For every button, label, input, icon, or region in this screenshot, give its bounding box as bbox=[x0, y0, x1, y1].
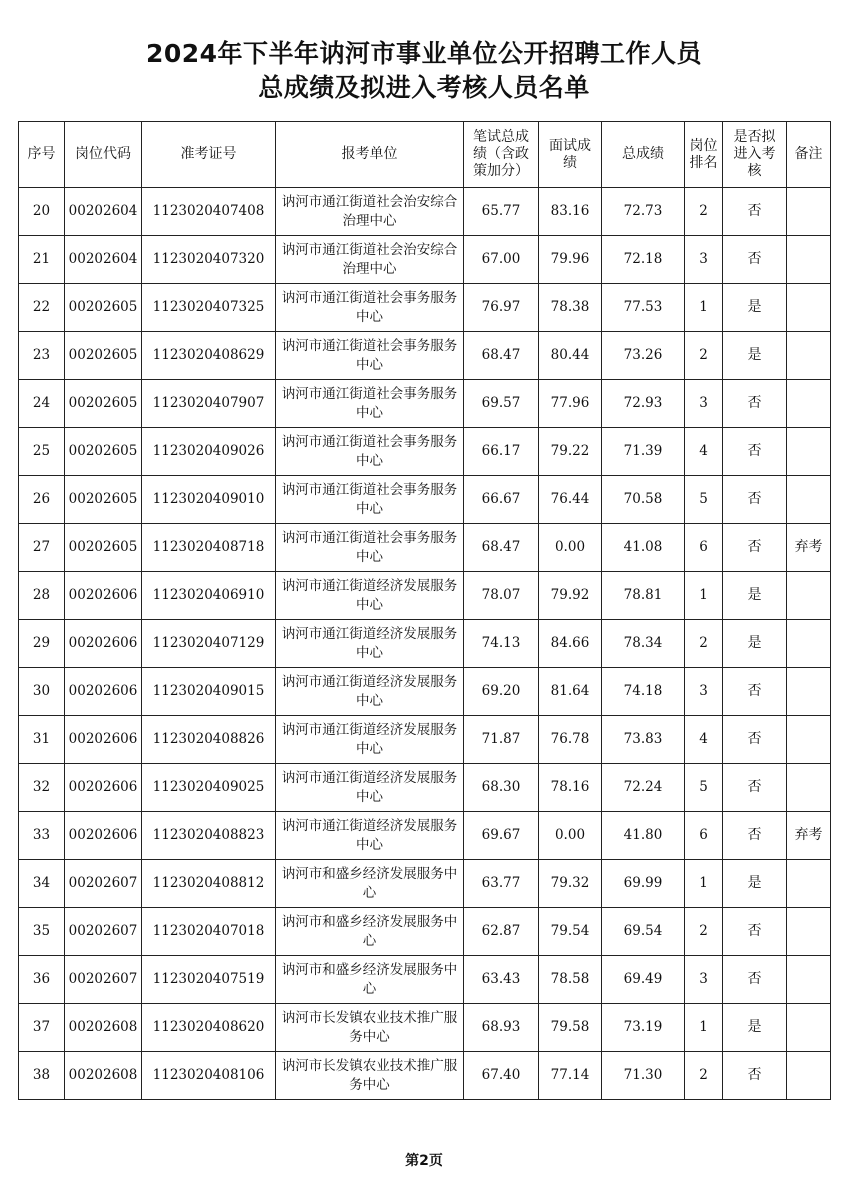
table-row bbox=[19, 1004, 831, 1052]
remark-cell bbox=[787, 380, 831, 428]
interview-score-cell: 80.44 bbox=[539, 332, 602, 380]
total-score-cell: 72.24 bbox=[602, 764, 685, 812]
unit-cell: 讷河市通江街道社会事务服务中心 bbox=[276, 332, 464, 380]
seq-cell: 37 bbox=[19, 1004, 65, 1052]
post-code-cell: 00202605 bbox=[65, 476, 142, 524]
ticket-number-cell: 1123020409015 bbox=[142, 668, 276, 716]
post-code-cell: 00202604 bbox=[65, 188, 142, 236]
interview-score-cell: 79.92 bbox=[539, 572, 602, 620]
ticket-number-cell: 1123020407519 bbox=[142, 956, 276, 1004]
page-number: 第2页 bbox=[405, 1153, 443, 1169]
remark-cell bbox=[787, 428, 831, 476]
exam-check-cell: 否 bbox=[723, 1052, 787, 1100]
written-score-cell: 71.87 bbox=[464, 716, 539, 764]
ticket-number-cell: 1123020407129 bbox=[142, 620, 276, 668]
document-title-line2: 总成绩及拟进入考核人员名单 bbox=[258, 73, 590, 102]
results-table bbox=[18, 121, 831, 1100]
table-row bbox=[19, 716, 831, 764]
interview-score-cell: 78.58 bbox=[539, 956, 602, 1004]
exam-check-cell: 否 bbox=[723, 380, 787, 428]
table-row bbox=[19, 380, 831, 428]
seq-cell: 20 bbox=[19, 188, 65, 236]
table-row bbox=[19, 812, 831, 860]
ticket-number-cell: 1123020408106 bbox=[142, 1052, 276, 1100]
post-code-cell: 00202606 bbox=[65, 716, 142, 764]
exam-check-cell: 否 bbox=[723, 524, 787, 572]
unit-cell: 讷河市和盛乡经济发展服务中心 bbox=[276, 908, 464, 956]
total-score-cell: 69.54 bbox=[602, 908, 685, 956]
rank-cell: 3 bbox=[685, 380, 723, 428]
interview-score-cell: 79.96 bbox=[539, 236, 602, 284]
exam-check-cell: 否 bbox=[723, 428, 787, 476]
exam-check-cell: 否 bbox=[723, 908, 787, 956]
remark-cell: 弃考 bbox=[787, 524, 831, 572]
ticket-number-cell: 1123020407018 bbox=[142, 908, 276, 956]
table-row bbox=[19, 764, 831, 812]
written-score-cell: 63.77 bbox=[464, 860, 539, 908]
exam-check-cell: 是 bbox=[723, 620, 787, 668]
rank-cell: 1 bbox=[685, 860, 723, 908]
post-code-cell: 00202606 bbox=[65, 572, 142, 620]
interview-score-cell: 77.14 bbox=[539, 1052, 602, 1100]
remark-cell bbox=[787, 764, 831, 812]
post-code-cell: 00202607 bbox=[65, 956, 142, 1004]
interview-score-cell: 77.96 bbox=[539, 380, 602, 428]
ticket-number-cell: 1123020409010 bbox=[142, 476, 276, 524]
post-code-cell: 00202608 bbox=[65, 1004, 142, 1052]
table-row bbox=[19, 1052, 831, 1100]
unit-cell: 讷河市通江街道经济发展服务中心 bbox=[276, 668, 464, 716]
table-row bbox=[19, 572, 831, 620]
post-code-cell: 00202608 bbox=[65, 1052, 142, 1100]
written-score-cell: 68.93 bbox=[464, 1004, 539, 1052]
remark-cell bbox=[787, 332, 831, 380]
seq-cell: 38 bbox=[19, 1052, 65, 1100]
interview-score-cell: 76.44 bbox=[539, 476, 602, 524]
rank-cell: 1 bbox=[685, 1004, 723, 1052]
written-score-cell: 74.13 bbox=[464, 620, 539, 668]
written-score-cell: 63.43 bbox=[464, 956, 539, 1004]
post-code-cell: 00202605 bbox=[65, 524, 142, 572]
interview-score-cell: 78.38 bbox=[539, 284, 602, 332]
post-code-cell: 00202606 bbox=[65, 812, 142, 860]
rank-cell: 1 bbox=[685, 284, 723, 332]
total-score-cell: 72.93 bbox=[602, 380, 685, 428]
interview-score-cell: 84.66 bbox=[539, 620, 602, 668]
written-score-cell: 66.17 bbox=[464, 428, 539, 476]
seq-cell: 24 bbox=[19, 380, 65, 428]
exam-check-cell: 否 bbox=[723, 476, 787, 524]
rank-cell: 3 bbox=[685, 668, 723, 716]
post-code-cell: 00202606 bbox=[65, 668, 142, 716]
remark-cell bbox=[787, 236, 831, 284]
rank-cell: 6 bbox=[685, 812, 723, 860]
rank-cell: 2 bbox=[685, 332, 723, 380]
rank-cell: 2 bbox=[685, 1052, 723, 1100]
written-score-cell: 66.67 bbox=[464, 476, 539, 524]
seq-cell: 33 bbox=[19, 812, 65, 860]
seq-cell: 30 bbox=[19, 668, 65, 716]
total-score-cell: 73.19 bbox=[602, 1004, 685, 1052]
written-score-cell: 62.87 bbox=[464, 908, 539, 956]
ticket-number-cell: 1123020408812 bbox=[142, 860, 276, 908]
written-score-cell: 78.07 bbox=[464, 572, 539, 620]
seq-cell: 25 bbox=[19, 428, 65, 476]
table-row bbox=[19, 428, 831, 476]
unit-cell: 讷河市通江街道社会治安综合治理中心 bbox=[276, 188, 464, 236]
interview-score-cell: 0.00 bbox=[539, 524, 602, 572]
interview-score-cell: 79.22 bbox=[539, 428, 602, 476]
unit-cell: 讷河市通江街道经济发展服务中心 bbox=[276, 764, 464, 812]
unit-cell: 讷河市通江街道社会事务服务中心 bbox=[276, 524, 464, 572]
remark-cell bbox=[787, 188, 831, 236]
total-score-cell: 41.80 bbox=[602, 812, 685, 860]
rank-cell: 6 bbox=[685, 524, 723, 572]
seq-cell: 34 bbox=[19, 860, 65, 908]
exam-check-cell: 是 bbox=[723, 860, 787, 908]
exam-check-cell: 是 bbox=[723, 332, 787, 380]
seq-cell: 23 bbox=[19, 332, 65, 380]
total-score-cell: 73.83 bbox=[602, 716, 685, 764]
ticket-number-cell: 1123020408718 bbox=[142, 524, 276, 572]
exam-check-cell: 否 bbox=[723, 716, 787, 764]
table-row bbox=[19, 908, 831, 956]
unit-cell: 讷河市通江街道社会事务服务中心 bbox=[276, 476, 464, 524]
interview-score-cell: 79.54 bbox=[539, 908, 602, 956]
header-cell: 是否拟进入考核 bbox=[723, 122, 787, 188]
written-score-cell: 69.57 bbox=[464, 380, 539, 428]
total-score-cell: 71.39 bbox=[602, 428, 685, 476]
written-score-cell: 68.47 bbox=[464, 332, 539, 380]
written-score-cell: 68.30 bbox=[464, 764, 539, 812]
total-score-cell: 41.08 bbox=[602, 524, 685, 572]
interview-score-cell: 76.78 bbox=[539, 716, 602, 764]
post-code-cell: 00202607 bbox=[65, 860, 142, 908]
exam-check-cell: 否 bbox=[723, 668, 787, 716]
remark-cell bbox=[787, 716, 831, 764]
header-cell: 笔试总成绩（含政策加分） bbox=[464, 122, 539, 188]
table-row bbox=[19, 524, 831, 572]
rank-cell: 4 bbox=[685, 428, 723, 476]
post-code-cell: 00202607 bbox=[65, 908, 142, 956]
ticket-number-cell: 1123020408823 bbox=[142, 812, 276, 860]
rank-cell: 2 bbox=[685, 908, 723, 956]
table-row bbox=[19, 956, 831, 1004]
written-score-cell: 69.67 bbox=[464, 812, 539, 860]
seq-cell: 35 bbox=[19, 908, 65, 956]
ticket-number-cell: 1123020409025 bbox=[142, 764, 276, 812]
table-row bbox=[19, 236, 831, 284]
total-score-cell: 74.18 bbox=[602, 668, 685, 716]
total-score-cell: 71.30 bbox=[602, 1052, 685, 1100]
exam-check-cell: 是 bbox=[723, 1004, 787, 1052]
unit-cell: 讷河市和盛乡经济发展服务中心 bbox=[276, 956, 464, 1004]
header-cell: 岗位代码 bbox=[65, 122, 142, 188]
unit-cell: 讷河市通江街道经济发展服务中心 bbox=[276, 812, 464, 860]
seq-cell: 29 bbox=[19, 620, 65, 668]
ticket-number-cell: 1123020406910 bbox=[142, 572, 276, 620]
unit-cell: 讷河市长发镇农业技术推广服务中心 bbox=[276, 1052, 464, 1100]
header-cell: 面试成绩 bbox=[539, 122, 602, 188]
table-row bbox=[19, 620, 831, 668]
table-row bbox=[19, 188, 831, 236]
remark-cell bbox=[787, 1052, 831, 1100]
table-row bbox=[19, 860, 831, 908]
exam-check-cell: 否 bbox=[723, 812, 787, 860]
ticket-number-cell: 1123020409026 bbox=[142, 428, 276, 476]
written-score-cell: 67.00 bbox=[464, 236, 539, 284]
total-score-cell: 72.73 bbox=[602, 188, 685, 236]
table-body bbox=[19, 188, 831, 1100]
table-row bbox=[19, 476, 831, 524]
interview-score-cell: 81.64 bbox=[539, 668, 602, 716]
table-row bbox=[19, 284, 831, 332]
written-score-cell: 69.20 bbox=[464, 668, 539, 716]
interview-score-cell: 79.58 bbox=[539, 1004, 602, 1052]
seq-cell: 26 bbox=[19, 476, 65, 524]
post-code-cell: 00202605 bbox=[65, 284, 142, 332]
written-score-cell: 65.77 bbox=[464, 188, 539, 236]
header-cell: 备注 bbox=[787, 122, 831, 188]
exam-check-cell: 否 bbox=[723, 764, 787, 812]
post-code-cell: 00202605 bbox=[65, 380, 142, 428]
ticket-number-cell: 1123020408629 bbox=[142, 332, 276, 380]
exam-check-cell: 是 bbox=[723, 572, 787, 620]
unit-cell: 讷河市通江街道经济发展服务中心 bbox=[276, 572, 464, 620]
exam-check-cell: 否 bbox=[723, 188, 787, 236]
seq-cell: 22 bbox=[19, 284, 65, 332]
written-score-cell: 68.47 bbox=[464, 524, 539, 572]
remark-cell bbox=[787, 1004, 831, 1052]
post-code-cell: 00202605 bbox=[65, 332, 142, 380]
total-score-cell: 69.49 bbox=[602, 956, 685, 1004]
header-cell: 总成绩 bbox=[602, 122, 685, 188]
rank-cell: 1 bbox=[685, 572, 723, 620]
seq-cell: 28 bbox=[19, 572, 65, 620]
remark-cell bbox=[787, 284, 831, 332]
unit-cell: 讷河市通江街道社会事务服务中心 bbox=[276, 380, 464, 428]
table-row bbox=[19, 332, 831, 380]
total-score-cell: 78.34 bbox=[602, 620, 685, 668]
rank-cell: 5 bbox=[685, 476, 723, 524]
rank-cell: 2 bbox=[685, 188, 723, 236]
remark-cell: 弃考 bbox=[787, 812, 831, 860]
remark-cell bbox=[787, 620, 831, 668]
written-score-cell: 76.97 bbox=[464, 284, 539, 332]
seq-cell: 31 bbox=[19, 716, 65, 764]
total-score-cell: 77.53 bbox=[602, 284, 685, 332]
exam-check-cell: 否 bbox=[723, 956, 787, 1004]
unit-cell: 讷河市长发镇农业技术推广服务中心 bbox=[276, 1004, 464, 1052]
ticket-number-cell: 1123020408620 bbox=[142, 1004, 276, 1052]
table-header-row bbox=[19, 122, 831, 188]
rank-cell: 5 bbox=[685, 764, 723, 812]
ticket-number-cell: 1123020407325 bbox=[142, 284, 276, 332]
ticket-number-cell: 1123020407320 bbox=[142, 236, 276, 284]
unit-cell: 讷河市通江街道社会事务服务中心 bbox=[276, 428, 464, 476]
seq-cell: 21 bbox=[19, 236, 65, 284]
interview-score-cell: 0.00 bbox=[539, 812, 602, 860]
seq-cell: 36 bbox=[19, 956, 65, 1004]
post-code-cell: 00202606 bbox=[65, 764, 142, 812]
seq-cell: 32 bbox=[19, 764, 65, 812]
rank-cell: 3 bbox=[685, 956, 723, 1004]
interview-score-cell: 79.32 bbox=[539, 860, 602, 908]
exam-check-cell: 是 bbox=[723, 284, 787, 332]
remark-cell bbox=[787, 476, 831, 524]
remark-cell bbox=[787, 860, 831, 908]
table-row bbox=[19, 668, 831, 716]
total-score-cell: 70.58 bbox=[602, 476, 685, 524]
rank-cell: 2 bbox=[685, 620, 723, 668]
post-code-cell: 00202605 bbox=[65, 428, 142, 476]
unit-cell: 讷河市通江街道经济发展服务中心 bbox=[276, 620, 464, 668]
remark-cell bbox=[787, 668, 831, 716]
header-cell: 报考单位 bbox=[276, 122, 464, 188]
header-cell: 序号 bbox=[19, 122, 65, 188]
exam-check-cell: 否 bbox=[723, 236, 787, 284]
remark-cell bbox=[787, 908, 831, 956]
total-score-cell: 72.18 bbox=[602, 236, 685, 284]
ticket-number-cell: 1123020407907 bbox=[142, 380, 276, 428]
rank-cell: 4 bbox=[685, 716, 723, 764]
ticket-number-cell: 1123020407408 bbox=[142, 188, 276, 236]
seq-cell: 27 bbox=[19, 524, 65, 572]
post-code-cell: 00202604 bbox=[65, 236, 142, 284]
header-cell: 岗位排名 bbox=[685, 122, 723, 188]
unit-cell: 讷河市通江街道经济发展服务中心 bbox=[276, 716, 464, 764]
rank-cell: 3 bbox=[685, 236, 723, 284]
remark-cell bbox=[787, 956, 831, 1004]
written-score-cell: 67.40 bbox=[464, 1052, 539, 1100]
unit-cell: 讷河市和盛乡经济发展服务中心 bbox=[276, 860, 464, 908]
remark-cell bbox=[787, 572, 831, 620]
unit-cell: 讷河市通江街道社会事务服务中心 bbox=[276, 284, 464, 332]
header-cell: 准考证号 bbox=[142, 122, 276, 188]
document-title-line1: 2024年下半年讷河市事业单位公开招聘工作人员 bbox=[145, 39, 703, 68]
interview-score-cell: 83.16 bbox=[539, 188, 602, 236]
ticket-number-cell: 1123020408826 bbox=[142, 716, 276, 764]
total-score-cell: 73.26 bbox=[602, 332, 685, 380]
post-code-cell: 00202606 bbox=[65, 620, 142, 668]
total-score-cell: 69.99 bbox=[602, 860, 685, 908]
total-score-cell: 78.81 bbox=[602, 572, 685, 620]
interview-score-cell: 78.16 bbox=[539, 764, 602, 812]
unit-cell: 讷河市通江街道社会治安综合治理中心 bbox=[276, 236, 464, 284]
